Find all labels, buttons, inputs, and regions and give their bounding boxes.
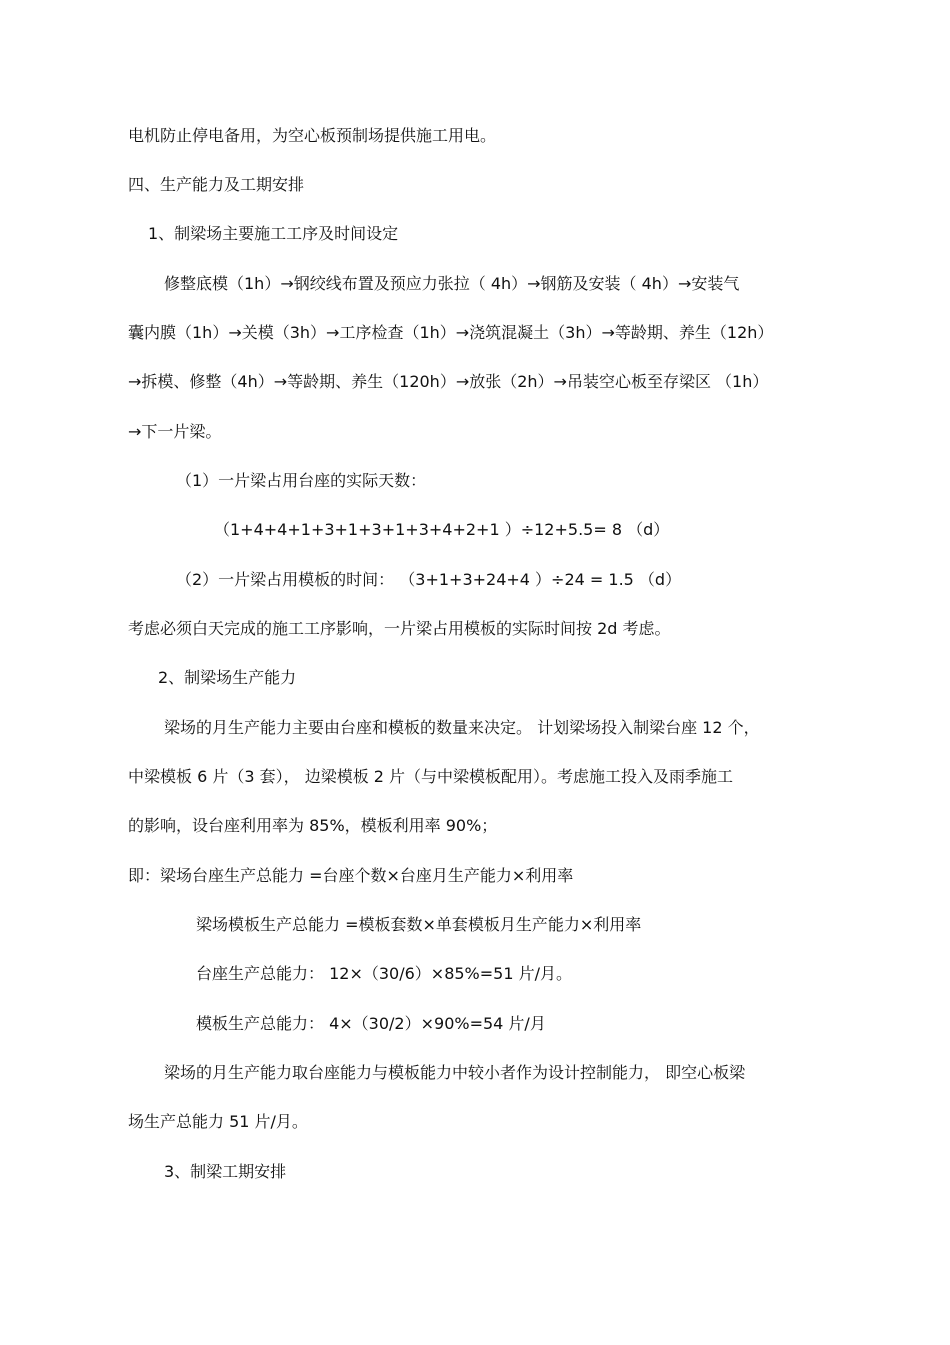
paragraph-line: 的影响，设台座利用率为 85%，模板利用率 90%； [128,816,498,835]
subsection-heading: 3、制梁工期安排 [164,1162,287,1181]
formula-line: 台座生产总能力： 12×（30/6）×85%=51 片/月。 [196,964,572,983]
paragraph-line: 梁场的月生产能力主要由台座和模板的数量来决定。 计划梁场投入制梁台座 12 个， [164,718,760,737]
formula-line: 模板生产总能力： 4×（30/2）×90%=54 片/月 [196,1014,546,1033]
paragraph-line: 电机防止停电备用，为空心板预制场提供施工用电。 [128,126,497,145]
paragraph-line: 中梁模板 6 片（3 套）， 边梁模板 2 片（与中梁模板配用）。考虑施工投入及雨季施工 [128,767,734,786]
section-heading: 四、生产能力及工期安排 [128,175,305,194]
list-item: （1）一片梁占用台座的实际天数： [176,471,427,490]
paragraph-line: →拆模、修整（4h）→等龄期、养生（120h）→放张（2h）→吊装空心板至存梁区 （1h） [128,372,769,391]
paragraph-line: 考虑必须白天完成的施工工序影响，一片梁占用模板的实际时间按 2d 考虑。 [128,619,671,638]
paragraph-line: 修整底模（1h）→钢绞线布置及预应力张拉（ 4h）→钢筋及安装（ 4h）→安装气 [164,274,740,293]
paragraph-line: 场生产总能力 51 片/月。 [128,1112,308,1131]
paragraph-line: 梁场的月生产能力取台座能力与模板能力中较小者作为设计控制能力， 即空心板梁 [164,1063,746,1082]
subsection-heading: 1、制梁场主要施工工序及时间设定 [148,224,399,243]
formula-line: （1+4+4+1+3+1+3+1+3+4+2+1 ）÷12+5.5= 8 （d） [214,520,670,539]
subsection-heading: 2、制梁场生产能力 [158,668,297,687]
paragraph-line: →下一片梁。 [128,422,222,441]
formula-line: 即：梁场台座生产总能力 =台座个数×台座月生产能力×利用率 [128,866,574,885]
paragraph-line: 囊内膜（1h）→关模（3h）→工序检查（1h）→浇筑混凝土（3h）→等龄期、养生（12h） [128,323,774,342]
formula-line: 梁场模板生产总能力 =模板套数×单套模板月生产能力×利用率 [196,915,642,934]
list-item: （2）一片梁占用模板的时间： （3+1+3+24+4 ）÷24 = 1.5 （d） [176,570,682,589]
